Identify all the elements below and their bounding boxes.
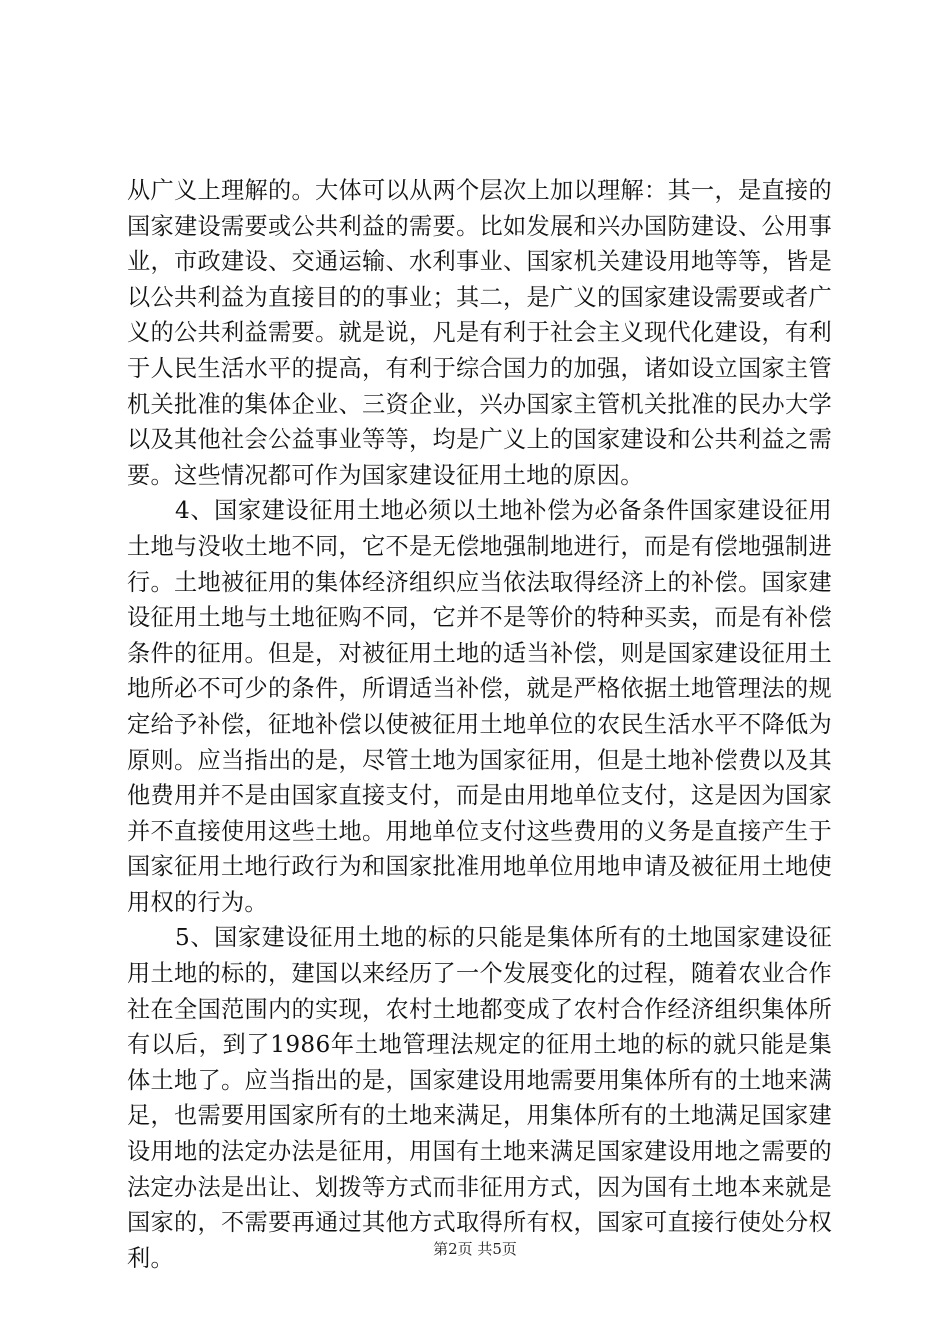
- paragraph-section-5: 5、国家建设征用土地的标的只能是集体所有的土地国家建设征用土地的标的，建国以来经历了一个发展变化的过程，随着农业合作社在全国范围内的实现，农村土地都变成了农村合作经济组织集体所有以后，到了1986年土地管理法规定的征用土地的标的就只能是集体土地了。应当指出的是，国家建设用地需要用集体所有的土地来满足，也需要用国家所有的土地来满足，用集体所有的土地满足国家建设用地的法定办法是征用，用国有土地来满足国家建设用地之需要的法定办法是出让、划拨等方式而非征用方式，因为国有土地本来就是国家的，不需要再通过其他方式取得所有权，国家可直接行使处分权利。: [127, 924, 832, 1272]
- paragraph-section-4: 4、国家建设征用土地必须以土地补偿为必备条件国家建设征用土地与没收土地不同，它不是无偿地强制地进行，而是有偿地强制进行。土地被征用的集体经济组织应当依法取得经济上的补偿。国家建设征用土地与土地征购不同，它并不是等价的特种买卖，而是有补偿条件的征用。但是，对被征用土地的适当补偿，则是国家建设征用土地所必不可少的条件，所谓适当补偿，就是严格依据土地管理法的规定给予补偿，征地补偿以使被征用土地单位的农民生活水平不降低为原则。应当指出的是，尽管土地为国家征用，但是土地补偿费以及其他费用并不是由国家直接支付，而是由用地单位支付，这是因为国家并不直接使用这些土地。用地单位支付这些费用的义务是直接产生于国家征用土地行政行为和国家批准用地单位用地申请及被征用土地使用权的行为。: [127, 497, 832, 916]
- paragraph-continuation: 从广义上理解的。大体可以从两个层次上加以理解：其一，是直接的国家建设需要或公共利益的需要。比如发展和兴办国防建设、公用事业，市政建设、交通运输、水利事业、国家机关建设用地等等，皆是以公共利益为直接目的的事业；其二，是广义的国家建设需要或者广义的公共利益需要。就是说，凡是有利于社会主义现代化建设，有利于人民生活水平的提高，有利于综合国力的加强，诸如设立国家主管机关批准的集体企业、三资企业，兴办国家主管机关批准的民办大学以及其他社会公益事业等等，均是广义上的国家建设和公共利益之需要。这些情况都可作为国家建设征用土地的原因。: [127, 177, 832, 489]
- document-body: [127, 173, 832, 1276]
- page-number-footer: 第2页 共5页: [433, 1240, 517, 1258]
